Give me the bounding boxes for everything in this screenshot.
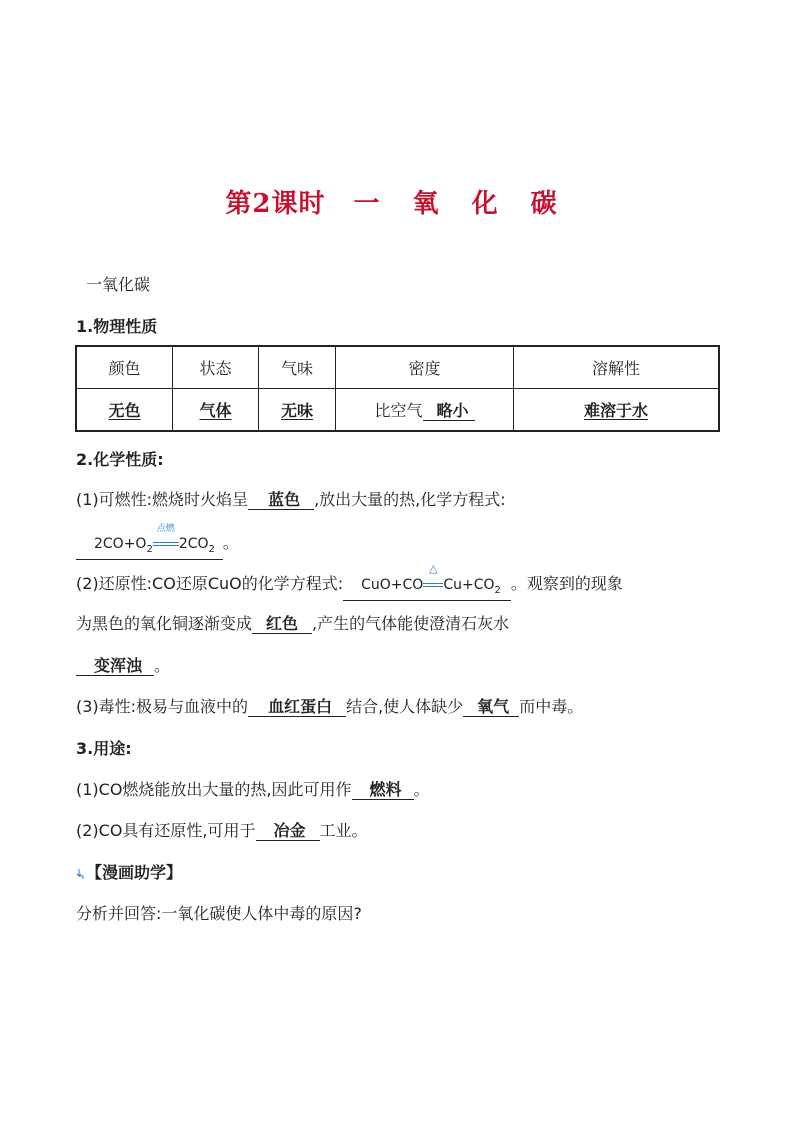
eq2-sub: 2 [494,584,501,596]
reduction-prefix: (2)还原性:CO还原CuO的化学方程式: [76,574,344,593]
combustion-answer: 蓝色 [268,490,301,509]
use2-answer: 冶金 [273,821,306,840]
solubility-answer: 难溶于水 [583,401,648,420]
toxic-suffix: 而中毒。 [519,697,584,716]
reduction-line2-prefix: 为黑色的氧化铜逐渐变成 [76,614,253,633]
table-cell [336,389,514,432]
lesson-topic: 一 氧 化 碳 [353,189,569,219]
comic-label: 【漫画助学】 [86,863,183,882]
combustion-prefix: (1)可燃性:燃烧时火焰呈 [76,490,249,509]
use1-prefix: (1)CO燃烧能放出大量的热,因此可用作 [76,780,352,799]
eq1-condition [153,524,179,554]
use1-end: 。 [413,780,430,799]
table-cell [173,389,259,432]
table-header-cell: 颜色 [76,346,173,389]
comic-section [76,860,182,883]
table-header-cell: 气味 [259,346,336,389]
eq1-right-sub: 2 [208,543,215,555]
table-cell [259,389,336,432]
eq1-condition-text: 点燃 [156,524,175,534]
turbid-line [76,653,170,676]
physical-properties-table [75,345,720,432]
turbid-answer: 变浑浊 [94,656,143,675]
eq1-left: 2CO+O [94,536,147,552]
density-prefix: 比空气 [374,401,423,420]
eq1-right: 2CO [178,536,209,552]
table-header-cell: 密度 [336,346,514,389]
state-answer: 气体 [199,401,232,420]
use1-answer: 燃料 [369,780,402,799]
red-color-answer: 红色 [266,614,299,633]
page-title [0,183,794,220]
reduction-line [76,562,623,601]
pointer-icon [76,868,86,880]
reduction-line2-suffix: ,产生的气体能使澄清石灰水 [312,614,510,633]
use2-suffix: 工业。 [319,821,368,840]
reduction-suffix: 。观察到的现象 [510,574,623,593]
combustion-suffix: ,放出大量的热,化学方程式: [314,490,506,509]
use2-prefix: (2)CO具有还原性,可用于 [76,821,256,840]
table-header-row [76,346,719,389]
color-answer: 无色 [108,401,141,420]
turbid-end: 。 [154,656,171,675]
table-row [76,389,719,432]
eq2-right: Cu+CO [443,577,495,593]
odor-answer: 无味 [280,401,313,420]
toxic-answer1: 血红蛋白 [268,697,333,716]
section3-heading: 3.用途: [76,739,132,758]
toxic-answer2: 氧气 [477,697,510,716]
combustion-equation [76,524,239,560]
toxic-line [76,694,583,717]
table-cell [514,389,720,432]
toxic-prefix: (3)毒性:极易与血液中的 [76,697,249,716]
table-cell [76,389,173,432]
table-header-cell: 溶解性 [514,346,720,389]
section1-heading: 1.物理性质 [76,317,158,336]
reduction-line2 [76,611,509,634]
eq2-left: CuO+CO [361,577,424,593]
section2-heading: 2.化学性质: [76,450,164,469]
eq1-sub: 2 [146,543,153,555]
use2-line [76,818,368,841]
combustion-line [76,487,506,510]
question-text: 分析并回答:一氧化碳使人体中毒的原因? [76,904,362,923]
eq2-condition-text: △ [429,562,438,575]
intro-text: 一氧化碳 [86,275,151,294]
density-answer: 略小 [436,401,469,420]
lesson-number: 第2课时 [225,189,326,219]
eq1-end: 。 [222,533,239,552]
eq2-condition [423,562,443,595]
use1-line [76,777,430,800]
table-header-cell: 状态 [173,346,259,389]
toxic-middle: 结合,使人体缺少 [346,697,464,716]
